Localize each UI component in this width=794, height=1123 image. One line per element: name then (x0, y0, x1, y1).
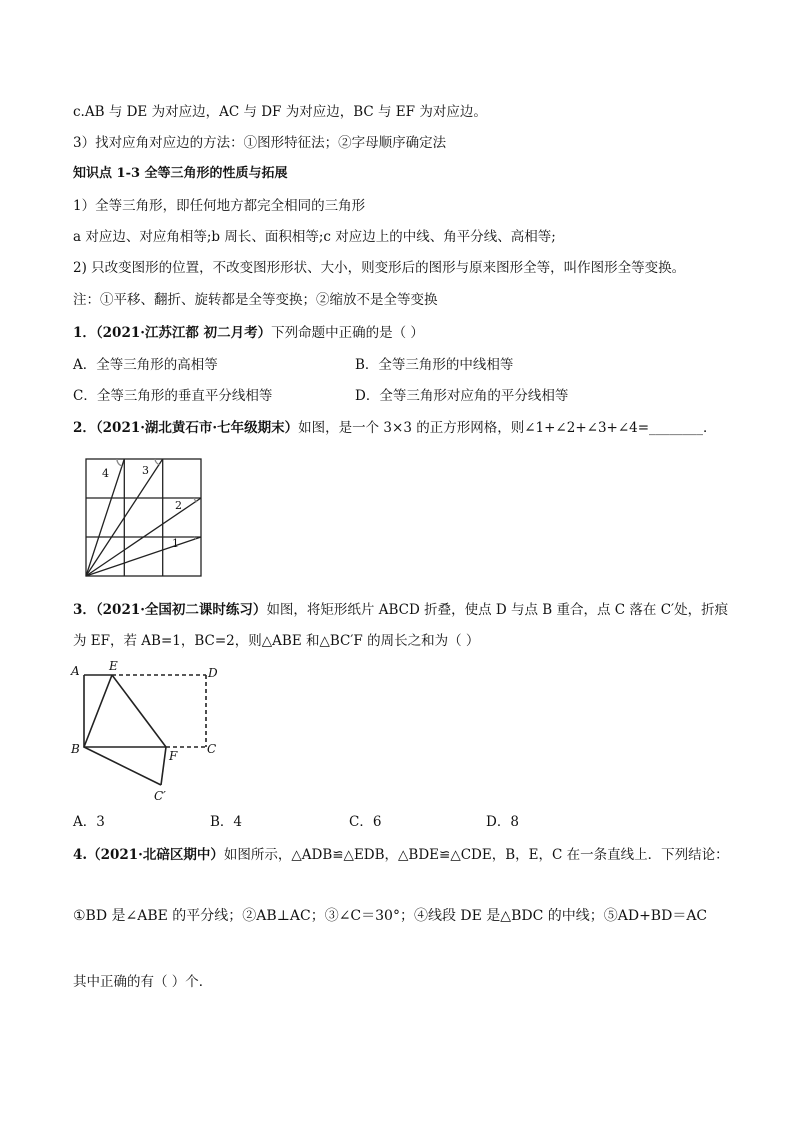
option-d: D．全等三角形对应角的平分线相等 (355, 388, 569, 404)
option-a: A．全等三角形的高相等 (73, 357, 218, 373)
segment-be (84, 675, 112, 747)
segment-bc-prime (84, 747, 161, 785)
section-heading: 知识点 1-3 全等三角形的性质与拓展 (73, 166, 288, 181)
segment-ef (112, 675, 166, 747)
option-d: D．8 (486, 814, 519, 830)
rect-side (84, 675, 166, 747)
question-3 (73, 600, 728, 620)
question-4-tail: 其中正确的有（ ）个． (73, 974, 213, 990)
question-number: 2． (73, 420, 96, 436)
text-method: 3）找对应角对应边的方法：①图形特征法；②字母顺序确定法 (73, 135, 447, 151)
ray-line (86, 537, 201, 576)
question-stem: 下列命题中正确的是（ ） (271, 325, 424, 341)
question-stem: 如图，是一个 3×3 的正方形网格，则∠1+∠2+∠3+∠4=________． (298, 420, 717, 436)
segment-c-prime-f (161, 747, 166, 785)
question-stem: 如图所示，△ADB≌△EDB，△BDE≌△CDE，B，E，C 在一条直线上．下列结论： (223, 847, 729, 863)
option-c: C．6 (349, 814, 382, 830)
question-source: （2021·江苏江都 初二月考） (95, 325, 272, 341)
question-number: 1． (73, 325, 96, 341)
question-2 (73, 418, 717, 438)
angle-label-1: 1 (172, 537, 179, 550)
grid-figure (80, 455, 208, 581)
question-3-line-2: 为 EF，若 AB=1，BC=2，则△ABE 和△BC′F 的周长之和为（ ） (73, 633, 480, 649)
question-4-conclusions: ①BD 是∠ABE 的平分线；②AB⊥AC；③∠C＝30°；④线段 DE 是△BDC 的中线；⑤AD+BD＝AC (73, 908, 708, 924)
question-number: 3． (73, 602, 96, 618)
text-definition: 1）全等三角形，即任何地方都完全相同的三角形 (73, 198, 366, 214)
fold-figure (66, 655, 231, 805)
option-c: C．全等三角形的垂直平分线相等 (73, 388, 273, 404)
angle-arc (155, 459, 160, 465)
point-label-c-prime: C′ (154, 789, 166, 803)
text-correspondence: c.AB 与 DE 为对应边，AC 与 DF 为对应边，BC 与 EF 为对应边。 (73, 104, 487, 120)
text-transform: 2) 只改变图形的位置，不改变图形形状、大小，则变形后的图形与原来图形全等，叫作图形全等变换。 (73, 260, 686, 276)
question-1 (73, 323, 424, 343)
point-label-c: C (207, 742, 217, 756)
angle-label-3: 3 (142, 464, 149, 477)
angle-label-4: 4 (102, 467, 109, 480)
option-a: A．3 (73, 814, 105, 830)
question-source: （2021·全国初二课时练习） (95, 602, 267, 618)
text-note: 注：①平移、翻折、旋转都是全等变换；②缩放不是全等变换 (73, 292, 438, 308)
option-b: B．4 (210, 814, 243, 830)
point-label-f: F (169, 749, 178, 763)
angle-arc (117, 459, 122, 466)
question-source: （2021·湖北黄石市·七年级期末） (95, 420, 299, 436)
point-label-e: E (109, 659, 118, 673)
point-label-a: A (71, 664, 80, 678)
question-number: 4. (73, 847, 88, 863)
question-4 (73, 845, 729, 865)
angle-label-2: 2 (175, 499, 182, 512)
point-label-d: D (208, 666, 218, 680)
option-b: B．全等三角形的中线相等 (355, 357, 514, 373)
point-label-b: B (71, 742, 80, 756)
text-properties: a 对应边、对应角相等;b 周长、面积相等;c 对应边上的中线、角平分线、高相等; (73, 229, 556, 245)
question-stem: 如图，将矩形纸片 ABCD 折叠，使点 D 与点 B 重合，点 C 落在 C′处，折痕 (266, 602, 729, 618)
question-source: （2021·北碚区期中） (87, 847, 224, 863)
